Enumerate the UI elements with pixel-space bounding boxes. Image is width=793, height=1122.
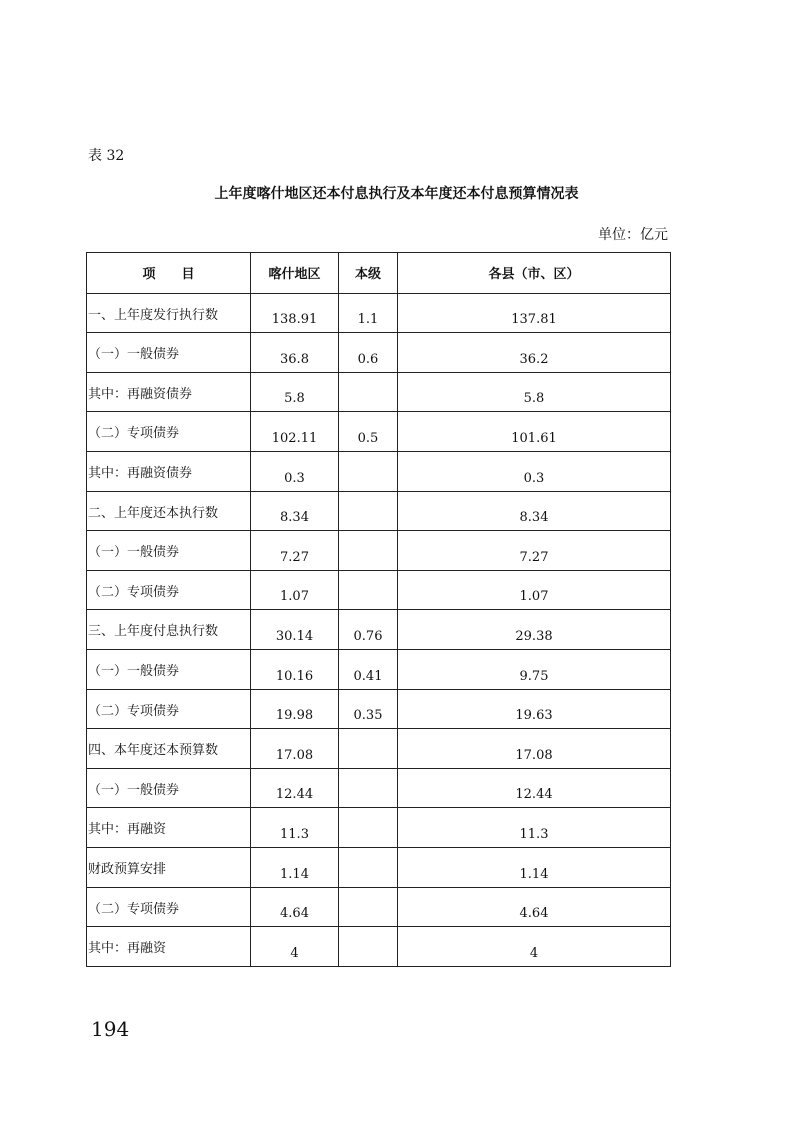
table-row (87, 649, 671, 689)
cell-local (339, 887, 398, 927)
cell-counties: 137.81 (398, 293, 671, 333)
cell-item: 一、上年度发行执行数 (87, 293, 251, 333)
cell-kashgar: 7.27 (251, 531, 339, 571)
cell-kashgar: 138.91 (251, 293, 339, 333)
cell-kashgar: 4.64 (251, 887, 339, 927)
cell-local: 0.6 (339, 333, 398, 373)
cell-local (339, 372, 398, 412)
cell-kashgar: 0.3 (251, 451, 339, 491)
table-row (87, 689, 671, 729)
cell-kashgar: 1.14 (251, 847, 339, 887)
cell-item: 二、上年度还本执行数 (87, 491, 251, 531)
cell-item: 其中：再融资债券 (87, 451, 251, 491)
table-row (87, 729, 671, 769)
cell-item: 三、上年度付息执行数 (87, 610, 251, 650)
cell-item: （一）一般债券 (87, 768, 251, 808)
cell-local: 0.41 (339, 649, 398, 689)
cell-local: 0.76 (339, 610, 398, 650)
document-title: 上年度喀什地区还本付息执行及本年度还本付息预算情况表 (214, 186, 579, 202)
cell-item: （二）专项债券 (87, 887, 251, 927)
cell-counties: 0.3 (398, 451, 671, 491)
cell-item: （一）一般债券 (87, 333, 251, 373)
cell-local (339, 451, 398, 491)
header-item: 项 目 (87, 253, 251, 294)
cell-item: 财政预算安排 (87, 847, 251, 887)
table-label: 表 32 (88, 148, 125, 164)
table-row (87, 887, 671, 927)
cell-local (339, 491, 398, 531)
cell-item: （二）专项债券 (87, 570, 251, 610)
cell-counties: 7.27 (398, 531, 671, 571)
cell-item: （二）专项债券 (87, 412, 251, 452)
cell-counties: 29.38 (398, 610, 671, 650)
table-row (87, 927, 671, 967)
cell-local: 1.1 (339, 293, 398, 333)
cell-kashgar: 11.3 (251, 808, 339, 848)
table-row (87, 610, 671, 650)
cell-counties: 17.08 (398, 729, 671, 769)
cell-item: 其中：再融资 (87, 808, 251, 848)
table-row (87, 293, 671, 333)
cell-local (339, 531, 398, 571)
cell-item: （一）一般债券 (87, 531, 251, 571)
cell-counties: 4.64 (398, 887, 671, 927)
cell-counties: 11.3 (398, 808, 671, 848)
table-row (87, 491, 671, 531)
table-row (87, 451, 671, 491)
cell-kashgar: 10.16 (251, 649, 339, 689)
page-number: 194 (91, 1017, 130, 1041)
unit-label: 单位：亿元 (598, 227, 668, 243)
cell-counties: 4 (398, 927, 671, 967)
cell-counties: 101.61 (398, 412, 671, 452)
table-row (87, 847, 671, 887)
cell-counties: 1.07 (398, 570, 671, 610)
cell-kashgar: 1.07 (251, 570, 339, 610)
cell-local (339, 808, 398, 848)
cell-counties: 1.14 (398, 847, 671, 887)
cell-local (339, 927, 398, 967)
cell-local (339, 570, 398, 610)
header-kashgar: 喀什地区 (251, 253, 339, 294)
cell-kashgar: 4 (251, 927, 339, 967)
cell-kashgar: 19.98 (251, 689, 339, 729)
cell-local (339, 729, 398, 769)
cell-counties: 5.8 (398, 372, 671, 412)
cell-counties: 12.44 (398, 768, 671, 808)
table-row (87, 531, 671, 571)
cell-kashgar: 12.44 (251, 768, 339, 808)
cell-counties: 36.2 (398, 333, 671, 373)
cell-kashgar: 5.8 (251, 372, 339, 412)
cell-kashgar: 102.11 (251, 412, 339, 452)
table-row (87, 808, 671, 848)
cell-item: 其中：再融资 (87, 927, 251, 967)
cell-kashgar: 30.14 (251, 610, 339, 650)
cell-local: 0.35 (339, 689, 398, 729)
table-row (87, 570, 671, 610)
cell-kashgar: 36.8 (251, 333, 339, 373)
table-row (87, 333, 671, 373)
cell-local (339, 768, 398, 808)
table-body (87, 293, 671, 966)
cell-local: 0.5 (339, 412, 398, 452)
cell-kashgar: 17.08 (251, 729, 339, 769)
cell-kashgar: 8.34 (251, 491, 339, 531)
cell-counties: 8.34 (398, 491, 671, 531)
cell-item: （二）专项债券 (87, 689, 251, 729)
table-header-row (87, 253, 671, 294)
cell-counties: 19.63 (398, 689, 671, 729)
table-row (87, 768, 671, 808)
debt-service-table (86, 252, 671, 967)
cell-item: 四、本年度还本预算数 (87, 729, 251, 769)
cell-item: 其中：再融资债券 (87, 372, 251, 412)
cell-item: （一）一般债券 (87, 649, 251, 689)
header-local: 本级 (339, 253, 398, 294)
header-counties: 各县（市、区） (398, 253, 671, 294)
table-row (87, 412, 671, 452)
cell-counties: 9.75 (398, 649, 671, 689)
cell-local (339, 847, 398, 887)
table-row (87, 372, 671, 412)
